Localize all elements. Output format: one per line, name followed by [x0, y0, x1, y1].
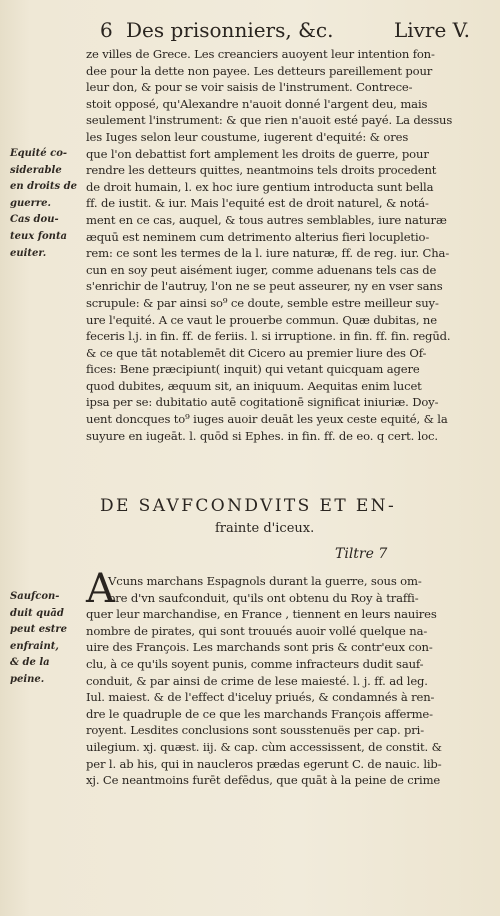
text-line: xj. Ce neantmoins furēt defēdus, que quāt à la peine de crime: [86, 773, 441, 788]
text-line: seulement l'instrument: & que rien n'auoit esté payé. La dessus: [86, 113, 453, 128]
body-text-bottom: [86, 573, 496, 789]
text-line: de droit humain, l. ex hoc iure gentium introducta sunt bella: [86, 179, 434, 194]
text-line: scrupule: & par ainsi so⁹ ce doute, semble estre meilleur suy-: [86, 295, 439, 310]
margin-note-line: Saufcon-: [10, 591, 60, 602]
text-line: clu, à ce qu'ils soyent punis, comme infracteurs dudit sauf-: [86, 656, 424, 671]
text-line: ure l'equité. A ce vaut le prouerbe commun. Quæ dubitas, ne: [86, 312, 437, 327]
text-line: fices: Bene præcipiunt( inquit) qui vetant quicquam agere: [86, 362, 420, 377]
margin-note-line: teux fonta: [10, 230, 68, 242]
drop-cap: A: [86, 566, 115, 612]
margin-note-line: enfraint,: [10, 640, 59, 652]
running-header: [100, 18, 470, 48]
text-line: dre le quadruple de ce que les marchands François afferme-: [86, 706, 433, 721]
text-line: les Iuges selon leur coustume, iugerent d'equité: & ores: [86, 129, 409, 144]
text-line: rendre les detteurs quittes, neantmoins tels droits procedent: [86, 163, 437, 178]
text-line: per l. ab his, qui in naucleros prædas egerunt C. de nauic. lib-: [86, 756, 442, 771]
text-line: rem: ce sont les termes de la l. iure naturæ, ff. de reg. iur. Cha-: [86, 246, 450, 261]
text-line: quod dubites, æquum sit, an iniquum. Aequitas enim lucet: [86, 378, 422, 393]
text-line: leur don, & pour se voir saisis de l'instrument. Contrece-: [86, 80, 413, 95]
page-number: 6: [100, 18, 113, 42]
margin-notes-top: [10, 146, 84, 262]
margin-note-line: & de la: [10, 657, 50, 669]
text-line: ipsa per se: dubitatio autē cogitationē significat iniuriæ. Doy-: [86, 395, 439, 410]
margin-note-line: siderable: [10, 164, 62, 176]
text-line: ff. de iustit. & iur. Mais l'equité est de droit naturel, & notá-: [86, 196, 429, 211]
text-line: ment en ce cas, auquel, & tous autres semblables, iure naturæ: [86, 212, 447, 227]
text-line: que l'on debattist fort amplement les droits de guerre, pour: [86, 146, 429, 161]
section-subtitle: frainte d'iceux.: [215, 521, 315, 536]
text-line: æquū est neminem cum detrimento alterius fieri locupletio-: [86, 229, 430, 244]
margin-note-line: peut estre: [10, 624, 67, 636]
margin-notes-bottom: [10, 589, 84, 689]
text-line: uilegium. xj. quæst. iij. & cap. cùm accessissent, de constit. &: [86, 739, 442, 754]
text-line: stoit opposé, qu'Alexandre n'auoit donné l'argent deu, mais: [86, 96, 428, 111]
text-line: & ce que tāt notablemēt dit Cicero au premier liure des Of-: [86, 345, 427, 360]
text-line: bre d'vn saufconduit, qu'ils ont obtenu du Roy à traffi-: [108, 590, 419, 605]
text-line: dee pour la dette non payee. Les detteurs pareillement pour: [86, 63, 433, 78]
section-title: DE SAVFCONDVITS ET EN-: [100, 496, 397, 516]
text-line: s'enrichir de l'autruy, l'on ne se peut asseurer, ny en vser sans: [86, 279, 443, 294]
margin-note-line: Cas dou-: [10, 214, 59, 226]
text-line: ze villes de Grece. Les creanciers auoyent leur intention fon-: [86, 47, 435, 61]
running-title: Des prisonniers, &c.: [126, 18, 334, 42]
text-line: cun en soy peut aisément iuger, comme aduenans tels cas de: [86, 262, 437, 277]
text-line: nombre de pirates, qui sont trouués auoir vollé quelque na-: [86, 623, 428, 638]
margin-note-line: euiter.: [10, 247, 47, 259]
text-line: Vcuns marchans Espagnols durant la guerre, sous om-: [108, 574, 422, 588]
margin-note-line: guerre.: [10, 197, 52, 209]
margin-note-line: Equité co-: [10, 148, 68, 159]
text-line: royent. Lesdites conclusions sont sousstenuës per cap. pri-: [86, 723, 425, 738]
text-line: feceris l.j. in fin. ff. de feriis. l. si irruptione. in fin. ff. fin. regūd.: [86, 329, 451, 344]
margin-note-line: duit quād: [10, 607, 64, 619]
margin-note-line: en droits de: [10, 181, 77, 193]
text-line: suyure en iugeāt. l. quōd si Ephes. in fin. ff. de eo. q cert. loc.: [86, 428, 438, 443]
margin-note-line: peine.: [10, 673, 45, 685]
text-line: uent doncques to⁹ iuges auoir deuāt les yeux ceste equité, & la: [86, 412, 448, 427]
book-label: Livre V.: [393, 18, 470, 42]
text-line: Iul. maiest. & de l'effect d'iceluy priués, & condamnés à ren-: [86, 690, 435, 705]
text-line: quer leur marchandise, en France , tiennent en leurs nauires: [86, 607, 437, 622]
text-line: uire des François. Les marchands sont pris & contr'eux con-: [86, 640, 433, 655]
title-number: Tiltre 7: [335, 546, 388, 562]
body-text-top: [86, 46, 496, 444]
text-line: conduit, & par ainsi de crime de lese maiesté. l. j. ff. ad leg.: [86, 673, 428, 688]
